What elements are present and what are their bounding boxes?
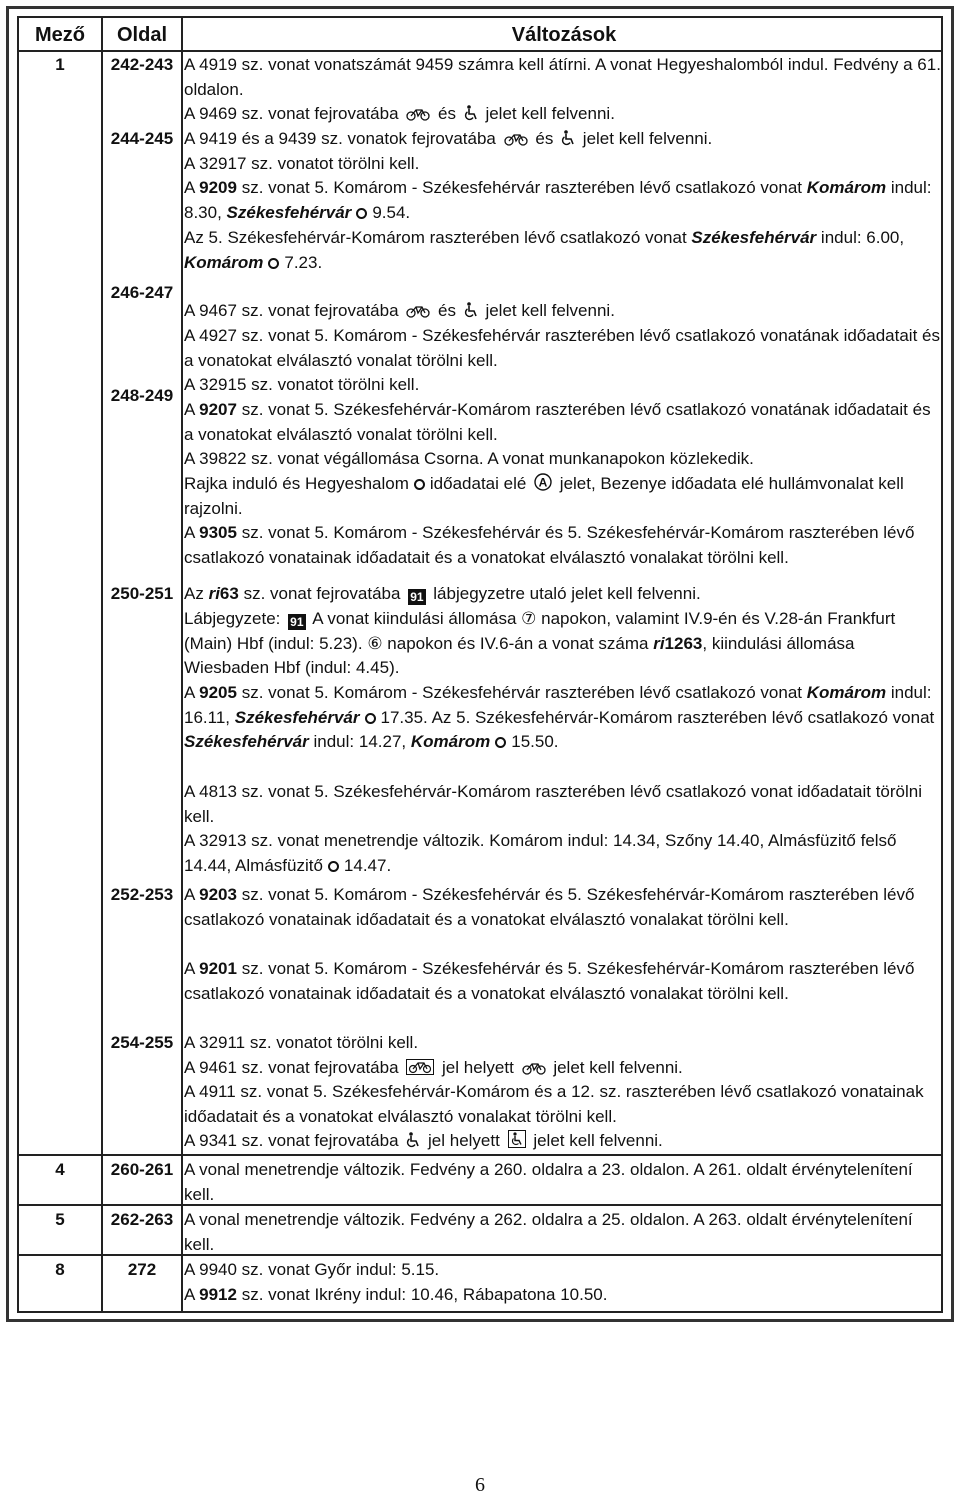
oldal-cell: 254-255 — [110, 1033, 174, 1052]
change-entry: A 9205 sz. vonat 5. Komárom - Székesfehérvár raszterében lévő csatlakozó vonat Komárom indul: 16.11, Székesfehérvár 17.35. Az 5. Székesfehérvár-Komárom raszterében lévő csatlakozó vonat Székesfehérvár indul: 14.27, Komárom 15.50. — [184, 683, 935, 752]
change-entry: A 9467 sz. vonat fejrovatába és jelet kell felvenni. — [184, 301, 615, 320]
change-entry: A 4911 sz. vonat 5. Székesfehérvár-Komárom és a 12. sz. raszterében lévő csatlakozó vonatainak időadatait és a vonatokat elválasztó vonalakat törölni kell. — [184, 1082, 924, 1126]
header-oldal: Oldal — [116, 24, 167, 46]
change-entry: A 9207 sz. vonat 5. Székesfehérvár-Komárom raszterében lévő csatlakozó vonatának időadatait és a vonatokat elválasztó vonalat törölni kell. — [184, 400, 931, 444]
ic-train-mark-icon: ri — [208, 584, 220, 603]
wheelchair-icon — [464, 105, 478, 121]
oldal-cell: 246-247 — [110, 283, 174, 302]
day-6-icon: ⑥ — [367, 633, 383, 653]
change-entry: A 9461 sz. vonat fejrovatába jel helyett jelet kell felvenni. — [184, 1058, 683, 1077]
oldal-cell: 248-249 — [110, 386, 174, 405]
bicycle-box-icon — [406, 1059, 434, 1075]
wheelchair-box-icon — [508, 1130, 526, 1148]
change-entry: A 9201 sz. vonat 5. Komárom - Székesfehérvár és 5. Székesfehérvár-Komárom raszterében lévő csatlakozó vonatainak időadatait és a vonatokat elválasztó vonalakat törölni kell. — [184, 959, 915, 1003]
change-entry: A 32915 sz. vonatot törölni kell. — [184, 375, 420, 394]
day-7-icon: ⑦ — [521, 609, 537, 628]
change-entry: A 4927 sz. vonat 5. Komárom - Székesfehérvár raszterében lévő csatlakozó vonatának időadatait és a vonatokat elválasztó vonalat törölni kell. — [184, 326, 940, 370]
oldal-cell: 250-251 — [110, 584, 174, 603]
oldal-cell: 244-245 — [110, 129, 174, 148]
changes-table — [17, 16, 943, 1313]
bicycle-icon — [406, 107, 430, 121]
header-mezo: Mező — [35, 24, 85, 46]
svg-text:A: A — [538, 475, 548, 490]
ic-train-mark-icon: ri — [653, 633, 665, 653]
header-divider — [19, 50, 941, 52]
oldal-cell: 262-263 — [110, 1210, 174, 1229]
change-entry: Rajka induló és Hegyeshalom időadatai elé A jelet, Bezenye időadata elé hullámvonalat kell rajzolni. — [184, 474, 904, 518]
mezo-cell: 4 — [55, 1160, 65, 1179]
oldal-cell: 252-253 — [110, 885, 174, 904]
bicycle-icon — [522, 1061, 546, 1075]
change-entry: A 9341 sz. vonat fejrovatába jel helyett jelet kell felvenni. — [184, 1131, 663, 1150]
change-entry: A vonal menetrendje változik. Fedvény a 260. oldalra a 23. oldalon. A 261. oldalt érvénytelenítení kell. — [184, 1160, 913, 1204]
wheelchair-icon — [464, 302, 478, 318]
circled-a-icon — [534, 473, 552, 491]
wheelchair-icon — [406, 1132, 420, 1148]
oldal-cell: 272 — [127, 1260, 157, 1279]
arrival-circle-icon — [414, 479, 425, 490]
change-entry: A 9305 sz. vonat 5. Komárom - Székesfehérvár és 5. Székesfehérvár-Komárom raszterében lévő csatlakozó vonatainak időadatait és a vonatokat elválasztó vonalakat törölni kell. — [184, 523, 915, 567]
change-entry: A vonal menetrendje változik. Fedvény a 262. oldalra a 25. oldalon. A 263. oldalt érvénytelenítení kell. — [184, 1210, 913, 1254]
change-entry: A 9209 sz. vonat 5. Komárom - Székesfehérvár raszterében lévő csatlakozó vonat Komárom indul: 8.30, Székesfehérvár 9.54. — [184, 178, 932, 222]
change-entry: A 9940 sz. vonat Győr indul: 5.15. — [184, 1260, 440, 1279]
bicycle-icon — [504, 132, 528, 146]
change-entry: A 32911 sz. vonatot törölni kell. — [184, 1033, 419, 1052]
change-entry: Az ri63 sz. vonat fejrovatába 91 lábjegyzetre utaló jelet kell felvenni. — [184, 584, 701, 604]
arrival-circle-icon — [365, 713, 376, 724]
change-entry: A 9469 sz. vonat fejrovatába és jelet kell felvenni. — [184, 104, 615, 123]
change-entry: A 9419 és a 9439 sz. vonatok fejrovatába és jelet kell felvenni. — [184, 129, 713, 148]
arrival-circle-icon — [268, 258, 279, 269]
header-valtozasok: Változások — [511, 24, 617, 46]
oldal-cell: 260-261 — [110, 1160, 174, 1179]
bicycle-icon — [406, 304, 430, 318]
arrival-circle-icon — [328, 861, 339, 872]
change-entry: A 9203 sz. vonat 5. Komárom - Székesfehérvár és 5. Székesfehérvár-Komárom raszterében lévő csatlakozó vonatainak időadatait és a vonatokat elválasztó vonalakat törölni kell. — [184, 885, 915, 929]
footnote-91-icon: 91 — [410, 590, 424, 604]
change-entry: A 32913 sz. vonat menetrendje változik. Komárom indul: 14.34, Szőny 14.40, Almásfüzitő felső 14.44, Almásfüzitő 14.47. — [184, 831, 897, 875]
change-entry: Az 5. Székesfehérvár-Komárom raszterében lévő csatlakozó vonat Székesfehérvár indul: 6.00, Komárom 7.23. — [184, 228, 905, 272]
mezo-cell: 8 — [55, 1260, 65, 1279]
change-entry: A 39822 sz. vonat végállomása Csorna. A vonat munkanapokon közlekedik. — [184, 449, 754, 468]
arrival-circle-icon — [495, 737, 506, 748]
page-number: 6 — [475, 1474, 485, 1496]
footnote-91-icon: 91 — [290, 615, 304, 629]
column-divider — [181, 18, 183, 1311]
arrival-circle-icon — [356, 208, 367, 219]
mezo-cell: 1 — [55, 55, 65, 74]
mezo-cell: 5 — [55, 1210, 65, 1229]
change-entry: A 32917 sz. vonatot törölni kell. — [184, 154, 420, 173]
change-entry: A 4813 sz. vonat 5. Székesfehérvár-Komárom raszterében lévő csatlakozó vonat időadatait törölni kell. — [184, 782, 923, 826]
wheelchair-icon — [561, 130, 575, 146]
column-divider — [101, 18, 103, 1311]
change-entry: A 9912 sz. vonat Ikrény indul: 10.46, Rábapatona 10.50. — [184, 1285, 608, 1304]
row-divider — [19, 1154, 941, 1156]
oldal-cell: 242-243 — [110, 55, 174, 74]
change-entry: A 4919 sz. vonat vonatszámát 9459 számra kell átírni. A vonat Hegyeshalomból indul. Fedvény a 61. oldalon. — [184, 55, 941, 99]
change-entry: Lábjegyzete: 91 A vonat kiindulási állomása ⑦ napokon, valamint IV.9-én és V.28-án Frankfurt (Main) Hbf (indul: 5.23). ⑥ napokon és IV.6-án a vonat száma ri1263, kiindulási állomása Wiesbaden Hbf (indul: 4.45). — [184, 609, 896, 678]
